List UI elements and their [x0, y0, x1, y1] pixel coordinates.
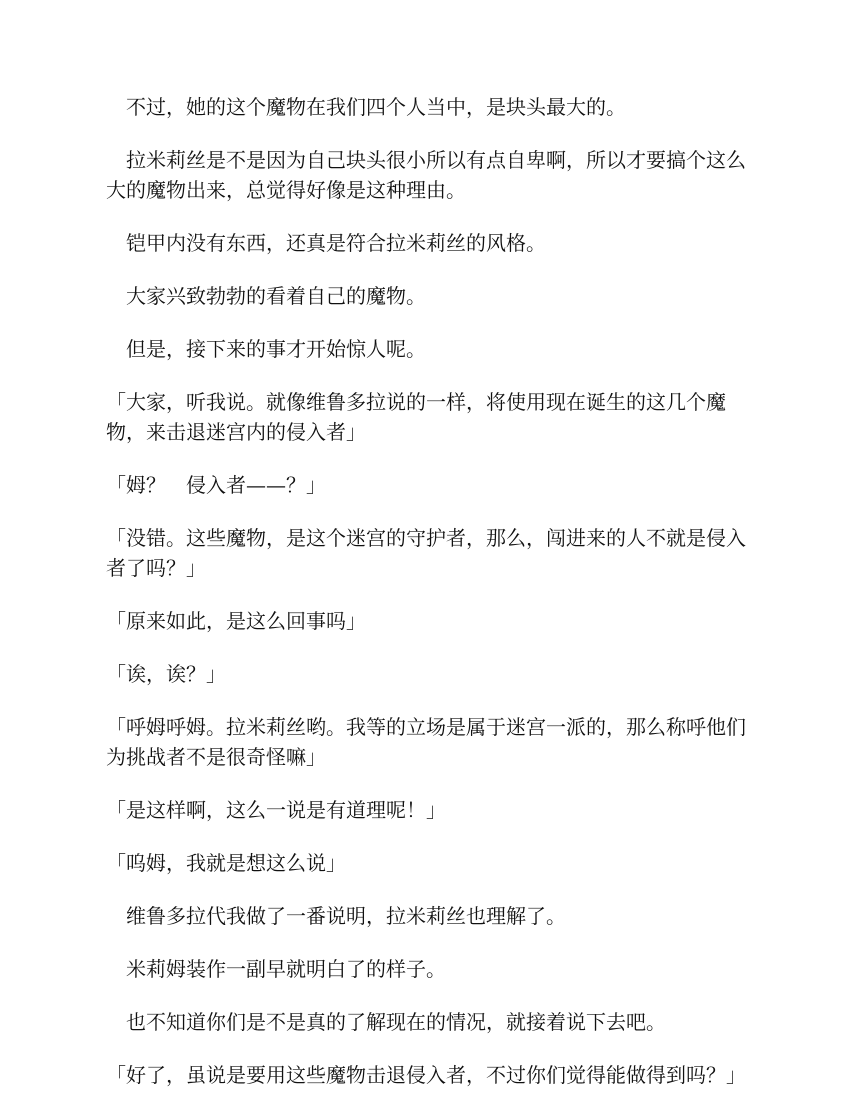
dialogue-paragraph: 「好了，虽说是要用这些魔物击退侵入者，不过你们觉得能做得到吗？」 [106, 1063, 746, 1087]
narration-paragraph: 但是，接下来的事才开始惊人呢。 [126, 337, 426, 361]
narration-paragraph: 拉米莉丝是不是因为自己块头很小所以有点自卑啊，所以才要搞个这么大的魔物出来，总觉得好像是这种理由。 [106, 148, 746, 202]
dialogue-paragraph: 「呜姆，我就是想这么说」 [106, 851, 346, 875]
dialogue-paragraph: 「原来如此，是这么回事吗」 [106, 609, 366, 633]
narration-paragraph: 大家兴致勃勃的看着自己的魔物。 [126, 284, 426, 308]
dialogue-paragraph: 「没错。这些魔物，是这个迷宫的守护者，那么，闯进来的人不就是侵入者了吗？」 [106, 526, 746, 580]
dialogue-paragraph: 「姆？ 侵入者——？」 [106, 473, 326, 497]
narration-paragraph: 铠甲内没有东西，还真是符合拉米莉丝的风格。 [126, 231, 546, 255]
dialogue-paragraph: 「是这样啊，这么一说是有道理呢！」 [106, 798, 446, 822]
dialogue-paragraph: 「诶，诶？」 [106, 662, 226, 686]
narration-paragraph: 不过，她的这个魔物在我们四个人当中，是块头最大的。 [126, 95, 626, 119]
narration-paragraph: 米莉姆装作一副早就明白了的样子。 [126, 957, 446, 981]
dialogue-paragraph: 「大家，听我说。就像维鲁多拉说的一样，将使用现在诞生的这几个魔物，来击退迷宫内的侵入者」 [106, 390, 726, 444]
dialogue-paragraph: 「呼姆呼姆。拉米莉丝哟。我等的立场是属于迷宫一派的，那么称呼他们为挑战者不是很奇怪嘛」 [106, 715, 746, 769]
narration-paragraph: 维鲁多拉代我做了一番说明，拉米莉丝也理解了。 [126, 904, 566, 928]
document-body [106, 92, 756, 1113]
narration-paragraph: 也不知道你们是不是真的了解现在的情况，就接着说下去吧。 [126, 1010, 666, 1034]
